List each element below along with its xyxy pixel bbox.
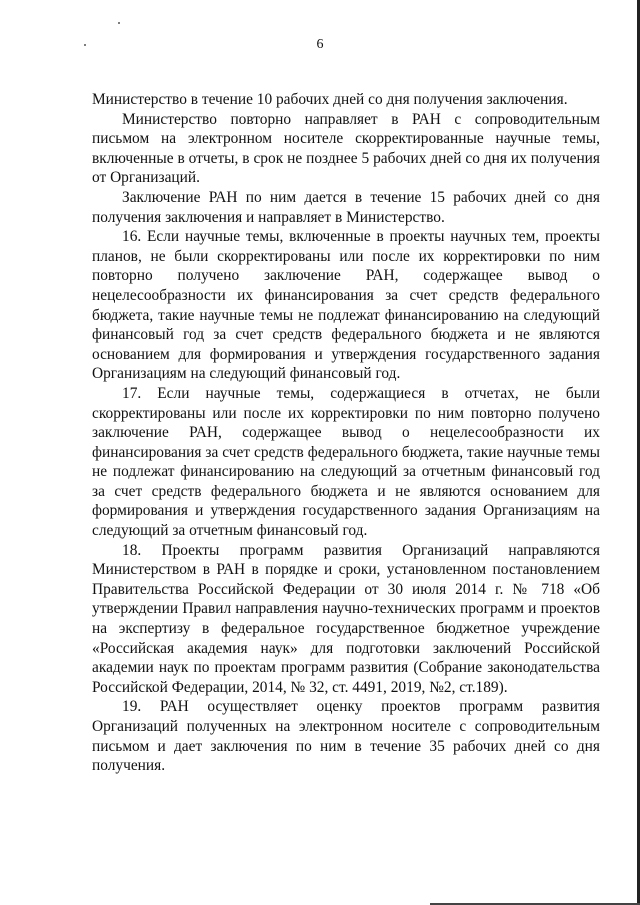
paragraph: Заключение РАН по ним дается в течение 15 рабочих дней со дня получения заключения и направляет в Министерство. xyxy=(92,188,600,226)
paragraph-16: 16. Если научные темы, включенные в проекты научных тем, проекты планов, не были скорректированы или после их корректировки по ним повторно получено заключение РАН, содержащее вывод о нецелесообразности их финансирования за счет средств федерального бюджета, такие научные темы не подлежат финансированию на следующий финансовый год за счет средств федерального бюджета и не являются основанием для формирования и утверждения государственного задания Организациям на следующий финансовый год. xyxy=(92,228,600,383)
paragraph-17: 17. Если научные темы, содержащиеся в отчетах, не были скорректированы или после их корректировки по ним повторно получено заключение РАН, содержащее вывод о нецелесообразности их финансирования за счет средств федерального бюджета, такие научные темы не подлежат финансированию на следующий за отчетным финансовый год за счет средств федерального бюджета и не являются основанием для формирования и утверждения государственного задания Организациям на следующий за отчетным финансовый год. xyxy=(92,384,600,540)
document-body xyxy=(92,90,600,776)
scan-speck xyxy=(118,22,120,24)
paragraph: Министерство повторно направляет в РАН с сопроводительным письмом на электронном носителе скорректированные научные темы, включенные в отчеты, в срок не позднее 5 рабочих дней со дня их получения от Организаций. xyxy=(92,110,600,187)
paragraph: Министерство в течение 10 рабочих дней со дня получения заключения. xyxy=(92,91,568,108)
paragraph-19: 19. РАН осуществляет оценку проектов программ развития Организаций полученных на электронном носителе с сопроводительным письмом и дает заключения по ним в течение 35 рабочих дней со дня получения. xyxy=(92,698,600,775)
page-number: 6 xyxy=(316,37,324,52)
paragraph-18: 18. Проекты программ развития Организаций направляются Министерством в РАН в порядке и сроки, установленном постановлением Правительства Российской Федерации от 30 июля 2014 г. № 718 «Об утверждении Правил направления научно-технических программ и проектов на экспертизу в федеральное государственное бюджетное учреждение «Российская академия наук» для подготовки заключений Российской академии наук по проектам программ развития (Собрание законодательства Российской Федерации, 2014, № 32, ст. 4491, 2019, №2, ст.189). xyxy=(92,541,600,696)
